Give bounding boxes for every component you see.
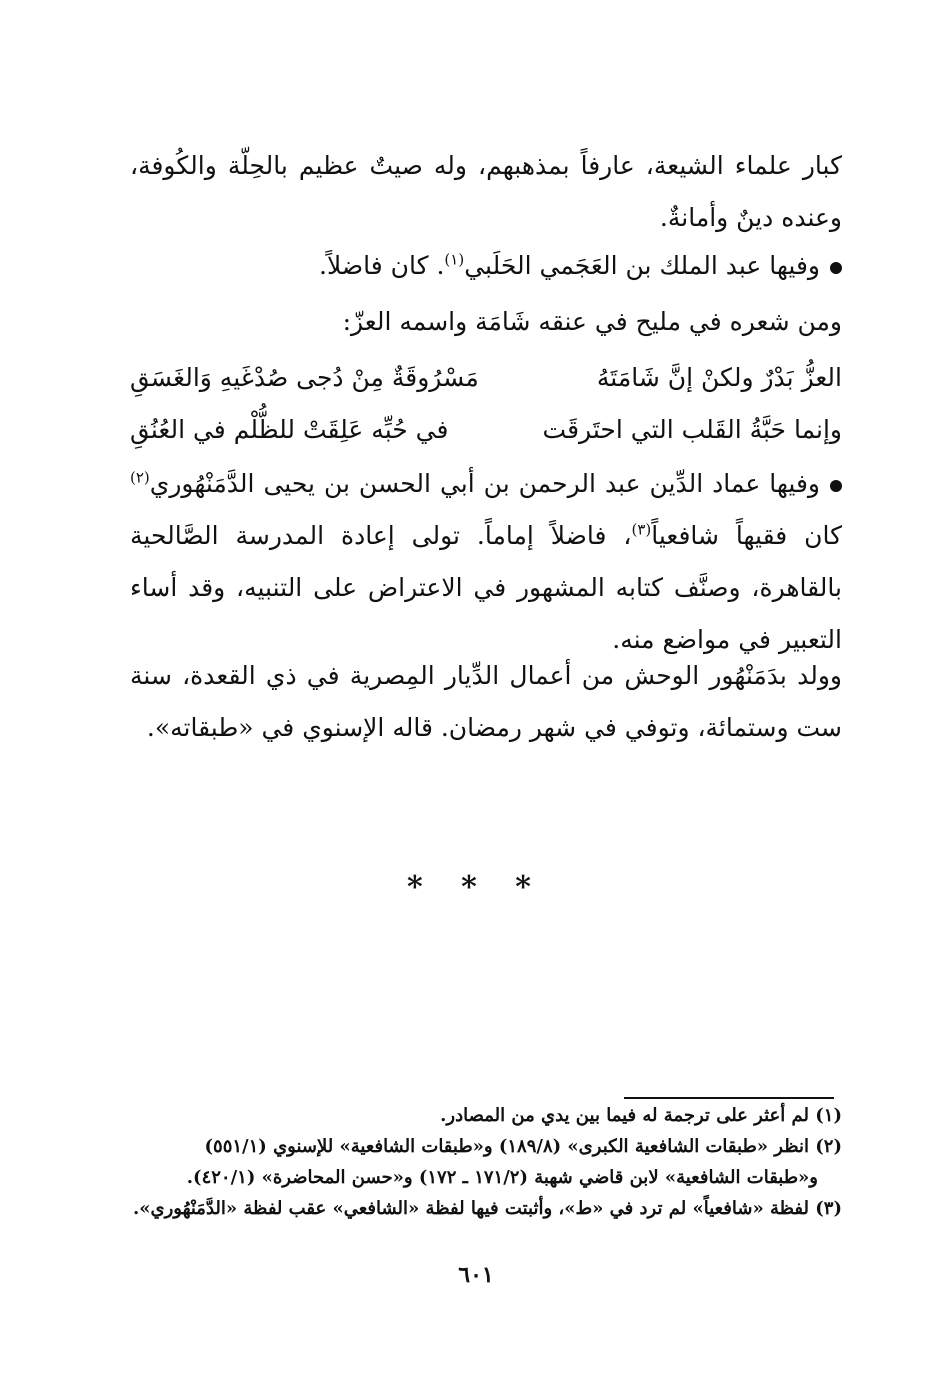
- verse-hemistich-second: في حُبِّه عَلِقَتْ للظُّلْم في العُنُقِ: [130, 415, 449, 444]
- verse-hemistich-first: العزُّ بَدْرٌ ولكنْ إنَّ شَامَتَهُ: [596, 363, 842, 392]
- verse-hemistich-second: مَسْرُوقَةٌ مِنْ دُجى صُدْغَيهِ وَالغَسَقِ: [130, 363, 479, 392]
- verse-line-2: [130, 404, 842, 456]
- paragraph-damanhuri: [130, 458, 842, 666]
- paragraph-text: وفيها عماد الدِّين عبد الرحمن بن أبي الحسن بن يحيى الدَّمَنْهُوري: [149, 469, 820, 498]
- section-divider: * * *: [407, 870, 545, 905]
- paragraph-continuation: كبار علماء الشيعة، عارفاً بمذهبهم، وله صيتٌ عظيم بالحِلّة والكُوفة، وعنده دينٌ وأمانةٌ.: [130, 151, 842, 232]
- paragraph-birth-death: وولد بدَمَنْهُور الوحش من أعمال الدِّيار المِصرية في ذي القعدة، سنة ست وستمائة، وتوفي في شهر رمضان. قاله الإسنوي في «طبقاته».: [130, 661, 842, 742]
- bullet-icon: [830, 480, 842, 492]
- paragraph-abd-almalik: [130, 240, 842, 292]
- footnote-3: (٣) لفظة «شافعياً» لم ترد في «ط»، وأثبتت فيها لفظة «الشافعي» عقب لفظة «الدَّمَنْهُوري».: [132, 1198, 842, 1219]
- footnote-2-continuation: و«طبقات الشافعية» لابن قاضي شهبة (١٧١/٢ ـ ١٧٢) و«حسن المحاضرة» (٤٢٠/١).: [186, 1167, 818, 1188]
- footnote-2: (٢) انظر «طبقات الشافعية الكبرى» (١٨٩/٨) و«طبقات الشافعية» للإسنوي (٥٥١/١): [204, 1136, 842, 1157]
- verse-hemistich-first: وإنما حَبَّةُ القَلب التي احتَرقَت: [542, 415, 842, 444]
- page-number: ٦٠١: [458, 1262, 494, 1288]
- footnote-ref-2[interactable]: (٢): [130, 468, 150, 487]
- footnote-1: (١) لم أعثر على ترجمة له فيما بين يدي من المصادر.: [440, 1105, 842, 1126]
- bullet-icon: [830, 262, 842, 274]
- paragraph-text: وفيها عبد الملك بن العَجَمي الحَلَبي: [464, 251, 820, 280]
- footnote-rule: [624, 1097, 834, 1099]
- paragraph-text: . كان فاضلاً.: [319, 251, 445, 280]
- footnotes: [130, 1100, 842, 1224]
- paragraph-text: كان فقيهاً شافعياً: [651, 521, 842, 550]
- paragraph-text: ، فاضلاً إماماً. تولى إعادة المدرسة الصَّالحية بالقاهرة، وصنَّف كتابه المشهور في الاعتراض على التنبيه، وقد أساء التعبير في مواضع منه.: [130, 521, 842, 654]
- footnote-ref-1[interactable]: (١): [444, 250, 465, 269]
- footnote-ref-3[interactable]: (٣): [631, 520, 652, 539]
- verse-line-1: [130, 352, 842, 404]
- poem-intro: ومن شعره في مليح في عنقه شَامَة واسمه العزّ:: [342, 307, 842, 336]
